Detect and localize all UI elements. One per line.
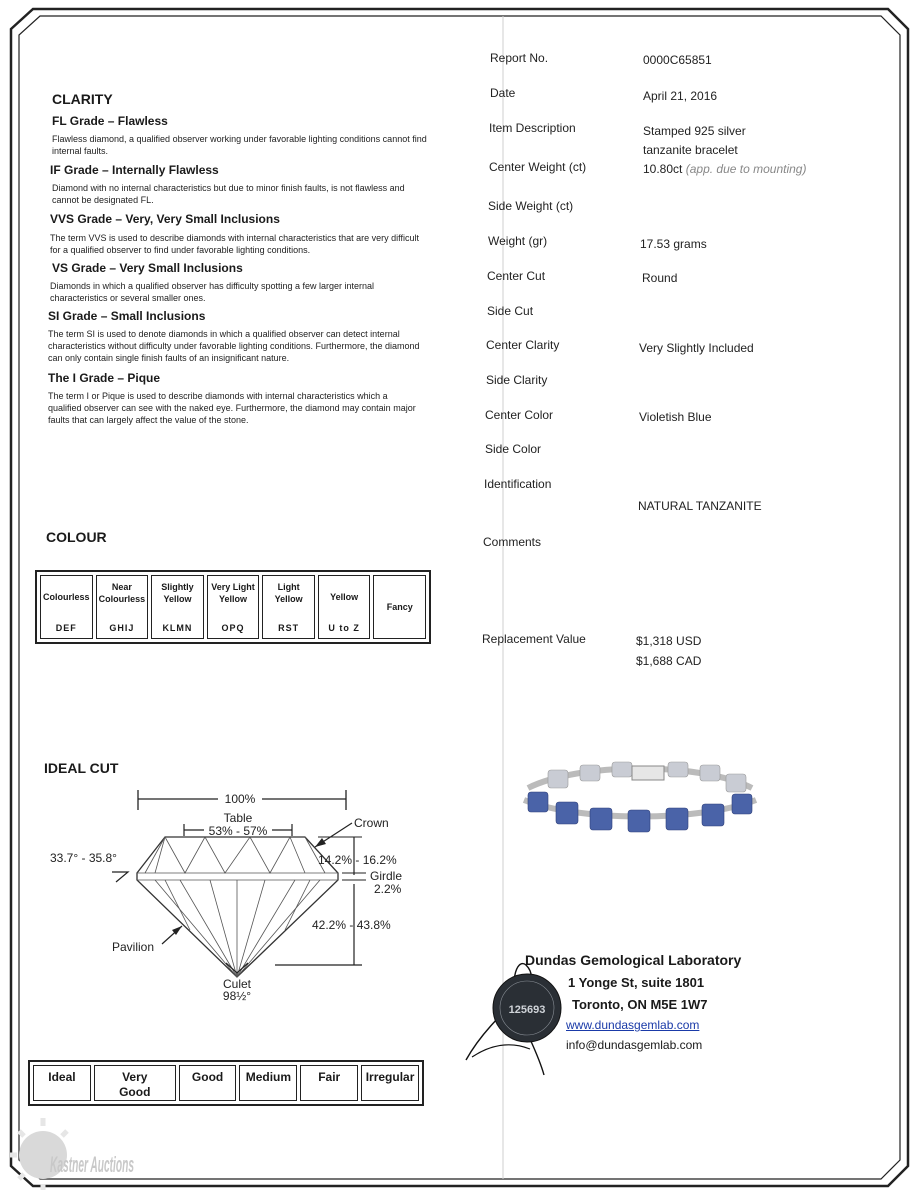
center-cut-label: Center Cut <box>487 269 546 283</box>
replacement-value-cad: $1,688 CAD <box>636 654 702 668</box>
girdle-label: Girdle <box>370 869 403 883</box>
cut-grade-good: Good <box>179 1065 237 1101</box>
item-description-value: Stamped 925 silver <box>643 124 746 138</box>
culet-value-label: 98½° <box>222 989 252 1003</box>
colour-cell-light-yellow: Light Yellow RST <box>262 575 315 639</box>
width-percent-label: 100% <box>224 792 256 806</box>
cut-grade-medium: Medium <box>239 1065 297 1101</box>
clarity-heading: CLARITY <box>52 91 113 107</box>
bracelet-photo <box>520 760 760 840</box>
comments-label: Comments <box>483 535 542 549</box>
colour-cell-near-colourless: Near Colourless GHIJ <box>96 575 149 639</box>
cut-grade-table <box>28 1060 424 1106</box>
center-clarity-value: Very Slightly Included <box>639 341 754 355</box>
center-color-value: Violetish Blue <box>639 410 712 424</box>
watermark-text: Kastner Auctions <box>50 1152 134 1177</box>
center-weight-value <box>643 162 806 176</box>
cut-grade-ideal: Ideal <box>33 1065 91 1101</box>
report-no-label: Report No. <box>490 51 549 65</box>
report-no-value: 0000C65851 <box>643 53 712 67</box>
auction-watermark-logo <box>8 1110 138 1192</box>
lab-website-link[interactable]: www.dundasgemlab.com <box>566 1018 700 1032</box>
culet-label: Culet <box>222 977 252 991</box>
item-description-value-line2: tanzanite bracelet <box>643 143 738 157</box>
table-label: Table <box>223 811 253 825</box>
identification-value: NATURAL TANZANITE <box>638 499 762 513</box>
side-color-label: Side Color <box>485 442 542 456</box>
center-clarity-label: Center Clarity <box>486 338 560 352</box>
side-cut-label: Side Cut <box>487 304 534 318</box>
date-label: Date <box>490 86 516 100</box>
cut-grade-irregular: Irregular <box>361 1065 419 1101</box>
replacement-value-usd: $1,318 USD <box>636 634 702 648</box>
grade-if-title: IF Grade – Internally Flawless <box>50 163 219 177</box>
side-clarity-label: Side Clarity <box>486 373 548 387</box>
grade-i-title: The I Grade – Pique <box>48 371 161 385</box>
colour-cell-yellow: Yellow U to Z <box>318 575 371 639</box>
lab-email: info@dundasgemlab.com <box>566 1038 703 1052</box>
crown-height-label: 14.2% - 16.2% <box>318 853 397 867</box>
pavilion-label: Pavilion <box>112 940 155 954</box>
pavilion-depth-label: 42.2% - 43.8% <box>312 918 391 932</box>
colour-cell-slightly-yellow: Slightly Yellow KLMN <box>151 575 204 639</box>
weight-gr-label: Weight (gr) <box>488 234 548 248</box>
colour-cell-fancy: Fancy <box>373 575 426 639</box>
signature-and-seal <box>460 945 570 1080</box>
ideal-cut-heading: IDEAL CUT <box>44 760 119 776</box>
table-range-label: 53% - 57% <box>208 824 268 838</box>
grade-if-desc: Diamond with no internal characteristics but due to minor finish faults, is not flawless and cannot be designated FL. <box>52 183 405 205</box>
date-value: April 21, 2016 <box>643 89 718 103</box>
grade-fl-desc: Flawless diamond, a qualified observer working under favorable lighting conditions cannot find internal faults. <box>52 134 427 156</box>
colour-scale-table <box>35 570 431 644</box>
grade-fl-title: FL Grade – Flawless <box>52 114 168 128</box>
center-cut-value: Round <box>642 271 678 285</box>
cut-grade-fair: Fair <box>300 1065 358 1101</box>
grade-vs-title: VS Grade – Very Small Inclusions <box>52 261 243 275</box>
lab-address-line1: 1 Yonge St, suite 1801 <box>568 975 705 990</box>
grade-si-desc: The term SI is used to denote diamonds in which a qualified observer can detect internal characteristics without difficulty under favorable lighting conditions. Furthermore, the diamond can only contain single finish faults of an insignificant nature. <box>48 329 420 363</box>
weight-gr-value: 17.53 grams <box>640 237 707 251</box>
side-weight-label: Side Weight (ct) <box>488 199 574 213</box>
colour-heading: COLOUR <box>46 529 107 545</box>
crown-label: Crown <box>354 816 389 830</box>
girdle-value-label: 2.2% <box>374 882 402 896</box>
colour-cell-colourless: Colourless DEF <box>40 575 93 639</box>
identification-label: Identification <box>484 477 552 491</box>
cut-grade-very-good: Very Good <box>94 1065 176 1101</box>
grade-vvs-title: VVS Grade – Very, Very Small Inclusions <box>50 212 280 226</box>
center-weight-label: Center Weight (ct) <box>489 160 587 174</box>
center-color-label: Center Color <box>485 408 554 422</box>
grade-vs-desc: Diamonds in which a qualified observer has difficulty spotting a few larger internal characteristics or several smaller ones. <box>50 281 375 303</box>
lab-name: Dundas Gemological Laboratory <box>525 952 742 968</box>
grade-i-desc: The term I or Pique is used to describe diamonds with internal characteristics which a qualified observer can see with the naked eye. Furthermore, the diamond may contain major faults that can largely affect the value of the stone. <box>48 391 416 425</box>
grade-si-title: SI Grade – Small Inclusions <box>48 309 206 323</box>
center-weight-note: (app. due to mounting) <box>685 162 807 176</box>
diamond-proportions-diagram <box>40 780 440 1005</box>
crown-angle-label: 33.7° - 35.8° <box>50 851 117 865</box>
lab-address-line2: Toronto, ON M5E 1W7 <box>572 997 708 1012</box>
colour-cell-very-light-yellow: Very Light Yellow OPQ <box>207 575 260 639</box>
center-weight-amount: 10.80ct <box>643 162 683 176</box>
seal-number: 125693 <box>508 1004 546 1016</box>
grade-vvs-desc: The term VVS is used to describe diamonds with internal characteristics that are very difficult for a qualified observer to find under favorable lighting conditions. <box>50 233 419 255</box>
replacement-value-label: Replacement Value <box>482 632 586 646</box>
item-description-label: Item Description <box>489 121 576 135</box>
